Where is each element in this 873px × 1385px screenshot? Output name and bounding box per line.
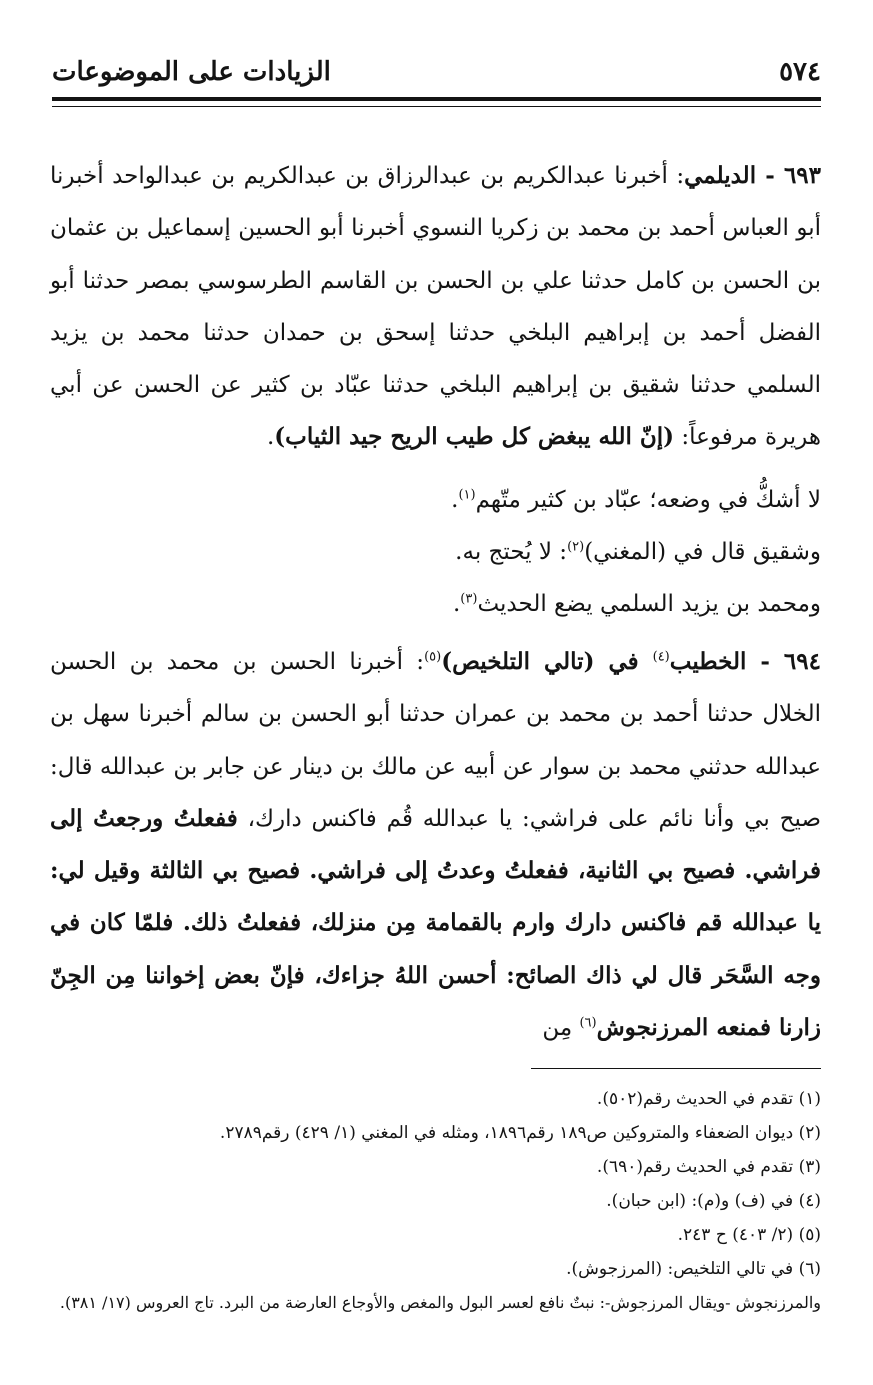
- footnote-ref[interactable]: (٣): [460, 591, 478, 607]
- footnote-ref[interactable]: (٦): [579, 1015, 597, 1031]
- commentary-line: [50, 526, 821, 578]
- footnote-ref[interactable]: (٥): [424, 649, 442, 665]
- commentary-text: لا أشكُّ في وضعه؛ عبّاد بن كثير متّهم: [475, 487, 821, 513]
- hadith-694: [50, 636, 821, 1042]
- footnote-6-continuation: والمرزنجوش -ويقال المرزجوش-: نبتٌ نافع لعسر البول والمغص والأوجاع العارضة من البرد. تاج العروس (١٧/ ٣٨١).: [59, 1293, 821, 1312]
- footnote-6: (٦) في تالي التلخيص: (المرزجوش).: [566, 1259, 821, 1279]
- hadith-number: ٦٩٤ -: [746, 648, 821, 675]
- matn-text: (إنّ الله يبغض كل طيب الريح جيد الثياب): [274, 423, 675, 451]
- footnote-ref[interactable]: (١): [458, 487, 476, 503]
- source-book: في (تالي التلخيص): [441, 648, 653, 675]
- footnote-separator: [531, 1068, 821, 1069]
- commentary-end: : لا يُحتج به.: [455, 539, 568, 565]
- footnote-1: (١) تقدم في الحديث رقم(٥٠٢).: [596, 1089, 821, 1109]
- hadith-source: الديلمي: [684, 162, 757, 189]
- running-title: الزيادات على الموضوعات: [52, 57, 331, 87]
- matn-text: ففعلتُ ورجعتُ إلى فراشي. فصيح بي الثانية، ففعلتُ وعدتُ إلى فراشي. فصيح بي الثالثة وقيل لي: يا عبدالله قم فاكنس دارك وارم بالقمامة مِن منزلك، ففعلتُ ذلك. فلمّا كان في وجه السَّحَر قال لي ذاك الصائح: أحسن اللهُ جزاءك، فإنّ بعض إخواننا مِن الجِنّ زارنا فمنعه المرزنجوش: [50, 804, 821, 1042]
- main-text: [50, 150, 821, 1042]
- footnote-5: (٥) (٢/ ٤٠٣) ح ٢٤٣.: [677, 1225, 821, 1245]
- commentary-end: .: [451, 487, 459, 513]
- footnote-ref[interactable]: (٢): [567, 539, 585, 555]
- footnote-4: (٤) في (ف) و(م): (ابن حبان).: [606, 1191, 821, 1211]
- hadith-693: [50, 150, 821, 464]
- header-rule-thin: [52, 106, 821, 107]
- footnote-3: (٣) تقدم في الحديث رقم(٦٩٠).: [596, 1157, 821, 1177]
- sentence-end: .: [266, 424, 275, 451]
- hadith-source: الخطيب: [669, 648, 747, 675]
- commentary-text: ومحمد بن يزيد السلمي يضع الحديث: [477, 591, 821, 617]
- commentary-line: [50, 578, 821, 630]
- commentary-end: .: [452, 591, 461, 617]
- commentary-693: [50, 474, 821, 630]
- page-header: [52, 52, 821, 92]
- header-rule-thick: [52, 97, 821, 101]
- footnote-ref[interactable]: (٤): [652, 649, 670, 665]
- commentary-line: [50, 474, 821, 526]
- footnote-2: (٢) ديوان الضعفاء والمتروكين ص١٨٩ رقم١٨٩٦، ومثله في المغني (١/ ٤٢٩) رقم٢٧٨٩.: [219, 1123, 821, 1143]
- isnad-text: : أخبرنا الحسن بن محمد بن الحسن الخلال حدثنا أحمد بن محمد بن عمران حدثنا أبو الحسن بن سالم أخبرنا سهل بن عبدالله حدثني محمد بن سوار عن أبيه عن مالك بن دينار عن جابر بن عبدالله قال: صيح بي وأنا نائم على فراشي: يا عبدالله قُم فاكنس دارك،: [50, 649, 821, 832]
- continued-text: مِن: [542, 1015, 580, 1042]
- page-number: ٥٧٤: [779, 57, 821, 87]
- hadith-number: ٦٩٣ -: [756, 162, 821, 189]
- footnotes: [50, 1082, 821, 1320]
- commentary-text: وشقيق قال في (المغني): [584, 539, 821, 565]
- isnad-text: : أخبرنا عبدالكريم بن عبدالرزاق بن عبدالكريم بن عبدالواحد أخبرنا أبو العباس أحمد بن محمد بن زكريا النسوي أخبرنا أبو الحسين إسماعيل بن عثمان بن الحسن بن كامل حدثنا علي بن الحسن بن القاسم الطرسوسي بمصر حدثنا أبو الفضل أحمد بن إبراهيم البلخي حدثنا إسحق بن حمدان حدثنا محمد بن يزيد السلمي حدثنا شقيق بن إبراهيم البلخي حدثنا عبّاد بن كثير عن الحسن عن أبي هريرة مرفوعاً:: [50, 163, 821, 451]
